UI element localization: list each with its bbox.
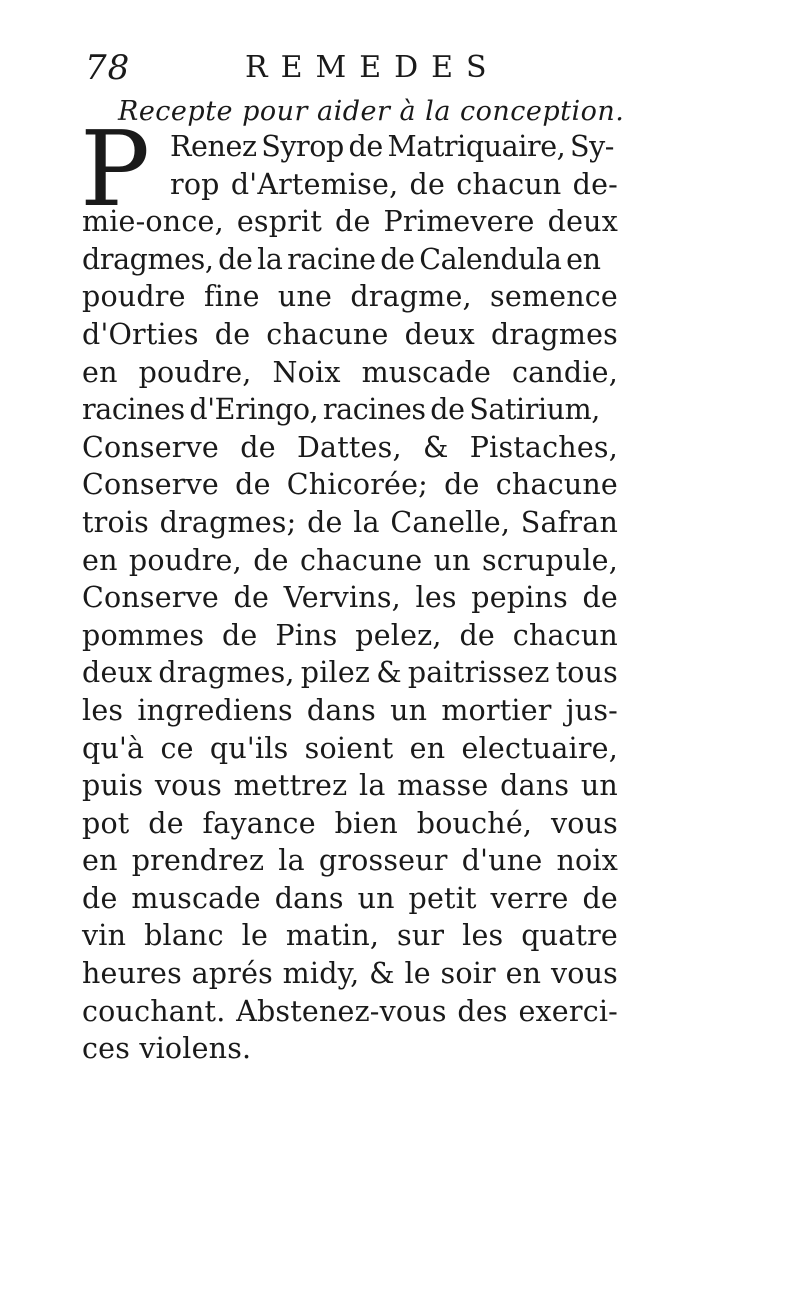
text-line: poudre fine une dragme, semence xyxy=(82,280,618,314)
text-line: deux dragmes, pilez & paitrissez tous xyxy=(82,656,618,690)
text-line: Renez Syrop de Matriquaire, Sy- xyxy=(170,130,615,163)
text-line: mie-once, esprit de Primevere deux xyxy=(82,205,618,239)
text-line: couchant. Abstenez-vous des exerci- xyxy=(82,994,618,1028)
text-line: heures aprés midy, & le soir en vous xyxy=(82,957,618,991)
text-line: pommes de Pins pelez, de chacun xyxy=(82,618,618,652)
text-line: en poudre, de chacune un scrupule, xyxy=(82,543,618,577)
text-line: qu'à ce qu'ils soient en electuaire, xyxy=(82,731,618,765)
page-header xyxy=(85,48,605,98)
text-line: pot de fayance bien bouché, vous xyxy=(82,806,618,840)
text-line: Conserve de Chicorée; de chacune xyxy=(82,468,618,502)
text-line: racines d'Eringo, racines de Satirium, xyxy=(82,393,600,427)
text-line: vin blanc le matin, sur les quatre xyxy=(82,919,618,953)
text-line: en prendrez la grosseur d'une noix xyxy=(82,844,618,878)
recipe-title: Recepte pour aider à la conception. xyxy=(118,96,625,127)
page-number: 78 xyxy=(85,48,131,88)
running-head: REMEDES xyxy=(245,50,500,85)
text-line: les ingrediens dans un mortier jus- xyxy=(82,693,618,727)
text-line: dragmes, de la racine de Calendula en xyxy=(82,242,601,276)
text-line: d'Orties de chacune deux dragmes xyxy=(82,317,618,351)
text-line: ces violens. xyxy=(82,1032,252,1066)
text-line: en poudre, Noix muscade candie, xyxy=(82,355,618,389)
text-line: Conserve de Vervins, les pepins de xyxy=(82,581,618,615)
text-line: puis vous mettrez la masse dans un xyxy=(82,769,618,803)
text-line: trois dragmes; de la Canelle, Safran xyxy=(82,505,618,539)
drop-cap: P xyxy=(80,108,150,230)
text-line: de muscade dans un petit verre de xyxy=(82,881,618,915)
text-line: Conserve de Dattes, & Pistaches, xyxy=(82,430,618,464)
text-line: rop d'Artemise, de chacun de- xyxy=(170,167,618,201)
